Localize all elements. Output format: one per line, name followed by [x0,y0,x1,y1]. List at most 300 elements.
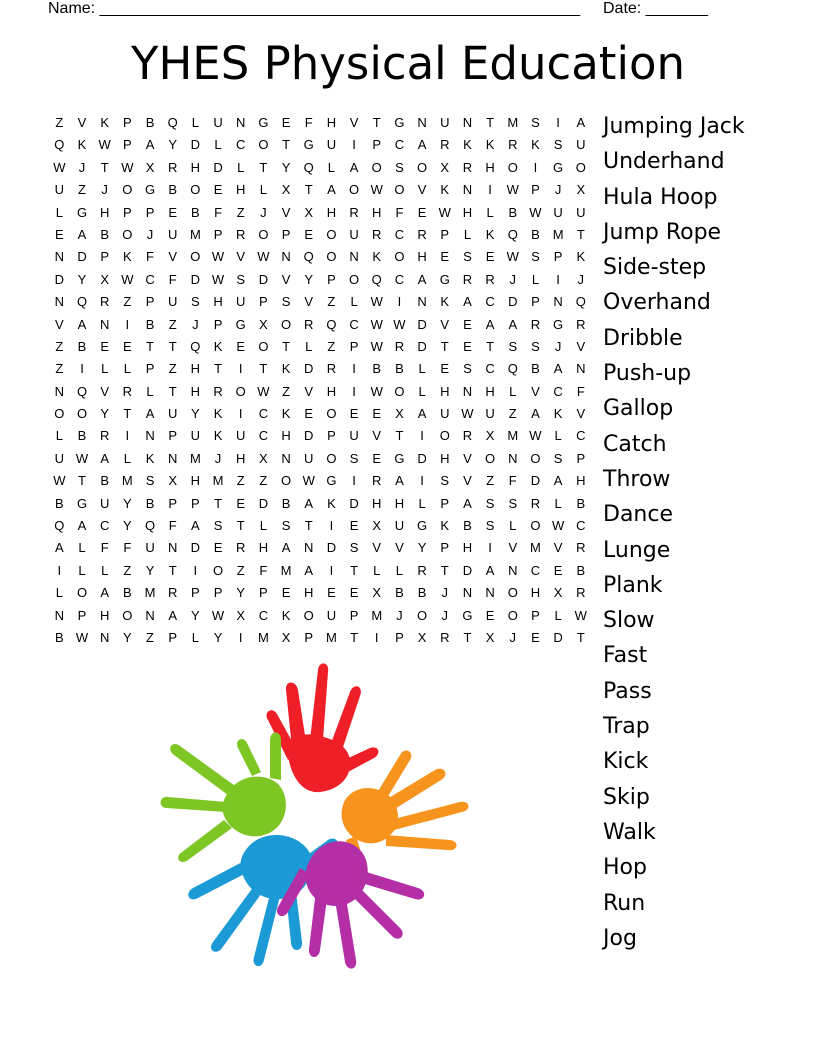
grid-letter: Q [54,137,65,153]
grid-letter: P [213,316,223,332]
grid-letter: A [77,518,87,534]
grid-row [48,470,592,492]
grid-letter: I [329,518,334,534]
grid-letter: S [281,518,291,534]
grid-letter: P [259,585,268,601]
date-blank[interactable]: _______ [645,0,708,17]
grid-letter: R [462,428,473,444]
grid-letter: O [394,249,405,265]
grid-letter: W [211,271,225,287]
grid-letter: E [168,204,178,220]
grid-letter: B [395,585,404,601]
grid-letter: P [123,137,132,153]
grid-row [48,403,592,425]
grid-letter: P [349,338,359,354]
grid-letter: T [168,338,177,354]
grid-letter: R [417,226,427,242]
grid-letter: T [372,115,381,130]
grid-letter: N [462,115,473,130]
grid-letter: D [258,495,269,511]
grid-letter: A [508,316,518,332]
grid-letter: A [553,361,563,377]
grid-letter: H [281,428,291,444]
grid-letter: Z [55,361,64,377]
grid-letter: V [77,115,87,130]
grid-letter: P [145,204,155,220]
grid-letter: R [99,294,110,310]
grid-letter: V [236,249,246,265]
grid-letter: L [101,562,109,578]
grid-letter: V [372,428,382,444]
grid-letter: P [327,428,336,444]
grid-letter: Y [281,159,291,175]
grid-letter: P [123,115,132,130]
grid-letter: I [488,182,492,198]
grid-letter: N [508,450,518,466]
grid-letter: W [529,204,542,220]
grid-letter: R [576,316,586,332]
grid-letter: G [439,271,450,287]
grid-letter: V [168,249,178,265]
grid-letter: I [556,115,560,130]
grid-letter: D [417,338,427,354]
grid-letter: O [349,182,360,198]
grid-letter: K [440,294,450,310]
word-search-grid [48,112,592,649]
grid-letter: U [54,182,65,198]
grid-letter: L [418,495,426,511]
grid-letter: C [99,518,110,534]
grid-letter: A [395,473,404,489]
grid-letter: B [145,115,155,130]
grid-letter: V [463,473,472,489]
grid-letter: U [145,540,155,556]
grid-letter: B [508,204,518,220]
grid-letter: K [213,428,223,444]
grid-letter: R [440,629,450,645]
grid-letter: I [533,159,538,175]
grid-letter: K [440,182,450,198]
grid-letter: P [327,271,336,287]
grid-letter: W [302,473,315,489]
grid-letter: F [168,518,177,534]
grid-letter: H [236,450,246,466]
grid-letter: L [418,383,426,399]
grid-letter: E [372,450,382,466]
grid-letter: F [168,271,177,287]
grid-letter: W [121,159,134,175]
grid-letter: H [213,294,223,310]
grid-letter: B [372,361,382,377]
grid-letter: N [417,294,427,310]
grid-letter: N [508,562,518,578]
grid-letter: J [260,204,267,220]
grid-letter: E [236,495,246,511]
grid-letter: A [417,406,427,422]
grid-row [48,448,592,470]
grid-letter: C [394,137,405,153]
grid-letter: X [168,473,178,489]
grid-letter: O [485,450,496,466]
grid-letter: O [394,383,405,399]
grid-letter: J [214,450,222,466]
grid-row [48,627,592,649]
grid-letter: N [236,115,246,130]
grid-letter: H [394,495,405,511]
grid-letter: I [397,294,402,310]
grid-letter: Z [282,383,291,399]
grid-letter: Q [76,383,88,399]
grid-letter: T [576,629,585,645]
grid-letter: O [76,585,88,601]
grid-letter: A [576,115,586,130]
grid-letter: R [99,428,110,444]
grid-letter: B [55,629,64,645]
grid-letter: T [350,562,359,578]
grid-row [48,134,592,156]
grid-letter: Z [486,473,495,489]
grid-letter: G [462,607,473,623]
grid-letter: Q [575,294,586,310]
grid-letter: B [463,518,472,534]
grid-letter: H [462,540,473,556]
grid-letter: T [282,338,291,354]
grid-letter: I [420,473,424,489]
grid-letter: H [417,249,427,265]
grid-letter: D [77,249,87,265]
grid-letter: S [508,338,518,354]
grid-letter: N [304,540,314,556]
grid-letter: Z [236,562,245,578]
grid-letter: K [485,226,495,242]
grid-letter: Y [123,518,132,534]
grid-letter: E [553,562,563,578]
grid-letter: K [553,406,563,422]
grid-letter: B [281,495,291,511]
word-list-item: Skip [603,784,650,810]
grid-letter: E [485,607,495,623]
grid-letter: J [101,182,108,198]
grid-letter: T [440,338,449,354]
grid-letter: U [576,204,586,220]
word-list-item: Run [603,890,646,916]
grid-letter: R [576,540,586,556]
grid-letter: U [326,137,337,153]
grid-letter: D [190,540,201,556]
grid-letter: Q [54,518,65,534]
grid-letter: J [441,585,448,601]
grid-letter: V [417,182,427,198]
grid-letter: T [100,159,109,175]
grid-letter: W [529,428,542,444]
grid-row [48,381,592,403]
word-list-item: Plank [603,572,663,598]
grid-letter: M [212,473,224,489]
word-list-item: Walk [603,819,656,845]
grid-letter: W [393,316,406,332]
grid-letter: L [78,562,86,578]
grid-letter: S [440,473,450,489]
grid-letter: G [553,159,564,175]
grid-letter: S [508,495,518,511]
grid-letter: W [98,137,111,153]
word-list-item: Fast [603,643,648,669]
grid-letter: B [77,428,87,444]
grid-letter: S [463,361,472,377]
grid-letter: X [100,271,110,287]
grid-letter: Q [144,518,156,534]
grid-letter: H [440,383,450,399]
word-list-item: Side-step [603,255,707,281]
grid-letter: N [145,607,155,623]
grid-letter: L [554,428,562,444]
grid-row [48,336,592,358]
grid-letter: C [530,562,541,578]
grid-letter: L [327,159,336,175]
grid-letter: T [123,406,132,422]
grid-letter: O [371,159,382,175]
grid-letter: Y [168,137,178,153]
grid-letter: T [236,518,245,534]
grid-letter: O [507,585,518,601]
grid-letter: A [55,540,64,556]
grid-letter: R [372,226,382,242]
grid-letter: V [281,271,291,287]
grid-letter: T [168,562,177,578]
colorful-handprints-icon [160,660,480,970]
grid-letter: S [281,294,291,310]
grid-letter: G [235,316,246,332]
grid-letter: N [145,428,155,444]
grid-letter: P [168,428,178,444]
grid-letter: D [326,540,337,556]
grid-letter: N [99,629,110,645]
grid-letter: Z [168,316,177,332]
grid-letter: A [327,182,336,198]
grid-letter: T [486,115,495,130]
grid-letter: E [417,204,427,220]
grid-letter: L [418,361,426,377]
grid-letter: S [531,249,540,265]
grid-letter: W [53,473,66,489]
grid-letter: I [193,562,198,578]
grid-letter: P [531,294,540,310]
grid-letter: R [394,338,405,354]
grid-letter: G [417,518,428,534]
grid-letter: J [509,271,517,287]
grid-letter: Q [507,361,518,377]
grid-letter: L [78,540,86,556]
grid-letter: U [168,226,178,242]
grid-letter: T [214,361,223,377]
grid-letter: A [304,495,314,511]
grid-letter: N [99,316,110,332]
grid-letter: B [191,204,200,220]
grid-letter: U [576,137,586,153]
grid-letter: S [463,249,472,265]
grid-row [48,314,592,336]
grid-letter: P [349,607,359,623]
grid-letter: Q [303,159,314,175]
grid-letter: X [440,159,450,175]
grid-letter: N [281,450,291,466]
grid-letter: N [54,249,65,265]
grid-letter: E [440,249,450,265]
grid-letter: K [213,406,223,422]
grid-letter: B [55,495,64,511]
grid-letter: G [394,115,405,130]
grid-letter: C [236,137,246,153]
grid-letter: G [76,204,88,220]
grid-letter: N [168,450,178,466]
grid-letter: K [123,249,132,265]
grid-letter: M [189,450,201,466]
grid-letter: N [553,294,563,310]
grid-letter: R [530,316,541,332]
grid-letter: Y [191,607,200,623]
grid-letter: U [99,495,110,511]
grid-letter: H [372,204,382,220]
grid-letter: E [100,338,110,354]
grid-letter: B [100,473,110,489]
grid-letter: K [327,495,336,511]
grid-letter: H [304,585,314,601]
grid-letter: T [282,137,291,153]
grid-letter: P [372,137,382,153]
grid-letter: U [304,450,314,466]
grid-letter: E [304,226,314,242]
grid-letter: W [75,629,89,645]
grid-letter: D [553,629,563,645]
grid-letter: B [123,585,132,601]
grid-letter: X [485,629,495,645]
grid-letter: O [190,182,201,198]
grid-letter: K [440,518,450,534]
grid-letter: V [463,450,472,466]
grid-letter: Y [77,271,87,287]
grid-letter: Y [145,562,155,578]
grid-letter: T [576,226,585,242]
grid-letter: C [258,406,269,422]
grid-letter: F [508,473,517,489]
grid-letter: C [576,518,586,534]
word-list-item: Pass [603,678,652,704]
word-list-item: Hula Hoop [603,184,718,210]
grid-letter: S [213,518,223,534]
grid-letter: A [145,406,155,422]
grid-letter: M [121,473,133,489]
grid-letter: E [372,406,382,422]
grid-letter: U [394,518,405,534]
grid-letter: S [531,115,540,130]
grid-letter: O [54,406,65,422]
grid-letter: T [440,562,449,578]
grid-letter: B [168,182,178,198]
grid-letter: Y [213,629,223,645]
grid-letter: H [190,361,201,377]
grid-letter: J [554,338,562,354]
grid-letter: A [463,294,472,310]
grid-letter: H [258,540,269,556]
grid-letter: Y [191,406,200,422]
grid-letter: F [576,383,585,399]
grid-row [48,537,592,559]
word-list-item: Hop [603,855,647,881]
grid-letter: O [303,607,314,623]
grid-letter: B [576,495,586,511]
grid-letter: L [463,226,472,242]
grid-letter: P [168,495,178,511]
grid-letter: G [394,450,405,466]
grid-letter: S [395,159,404,175]
grid-letter: Z [259,473,268,489]
grid-letter: K [213,338,223,354]
grid-letter: L [373,562,381,578]
grid-letter: W [370,182,383,198]
grid-letter: B [395,361,404,377]
grid-letter: O [349,271,360,287]
grid-letter: O [507,607,518,623]
grid-letter: C [394,271,405,287]
name-blank[interactable]: ______________________________________________________ [99,0,581,17]
grid-letter: L [123,450,131,466]
grid-letter: D [190,137,201,153]
grid-letter: E [349,406,359,422]
grid-letter: C [145,271,155,287]
grid-letter: I [352,137,356,153]
grid-letter: W [506,182,519,198]
grid-letter: U [168,406,178,422]
grid-letter: O [530,518,541,534]
grid-letter: Z [146,629,154,645]
grid-letter: Z [508,406,517,422]
grid-letter: Y [123,629,132,645]
grid-letter: L [55,585,63,601]
grid-letter: P [100,249,110,265]
grid-letter: E [55,226,64,242]
grid-letter: M [507,428,519,444]
grid-letter: D [417,316,427,332]
grid-letter: P [440,540,450,556]
grid-row [48,560,592,582]
grid-letter: E [236,338,246,354]
grid-letter: K [576,249,586,265]
grid-letter: P [531,607,540,623]
grid-row [48,358,592,380]
grid-letter: N [485,585,495,601]
grid-letter: V [553,540,563,556]
grid-letter: L [123,361,131,377]
grid-letter: T [259,361,268,377]
grid-letter: D [213,159,223,175]
grid-letter: L [531,271,540,287]
grid-letter: T [259,159,268,175]
word-list-item: Slow [603,608,655,634]
grid-letter: I [352,383,356,399]
grid-letter: A [77,316,87,332]
grid-letter: P [123,204,132,220]
grid-letter: B [531,361,540,377]
grid-letter: Z [327,338,336,354]
grid-letter: U [168,294,178,310]
grid-letter: H [326,115,337,130]
grid-letter: D [304,361,314,377]
word-list-item: Jumping Jack [603,114,745,139]
grid-letter: G [553,316,564,332]
grid-letter: A [417,137,427,153]
grid-letter: Z [78,182,86,198]
grid-letter: L [305,338,313,354]
